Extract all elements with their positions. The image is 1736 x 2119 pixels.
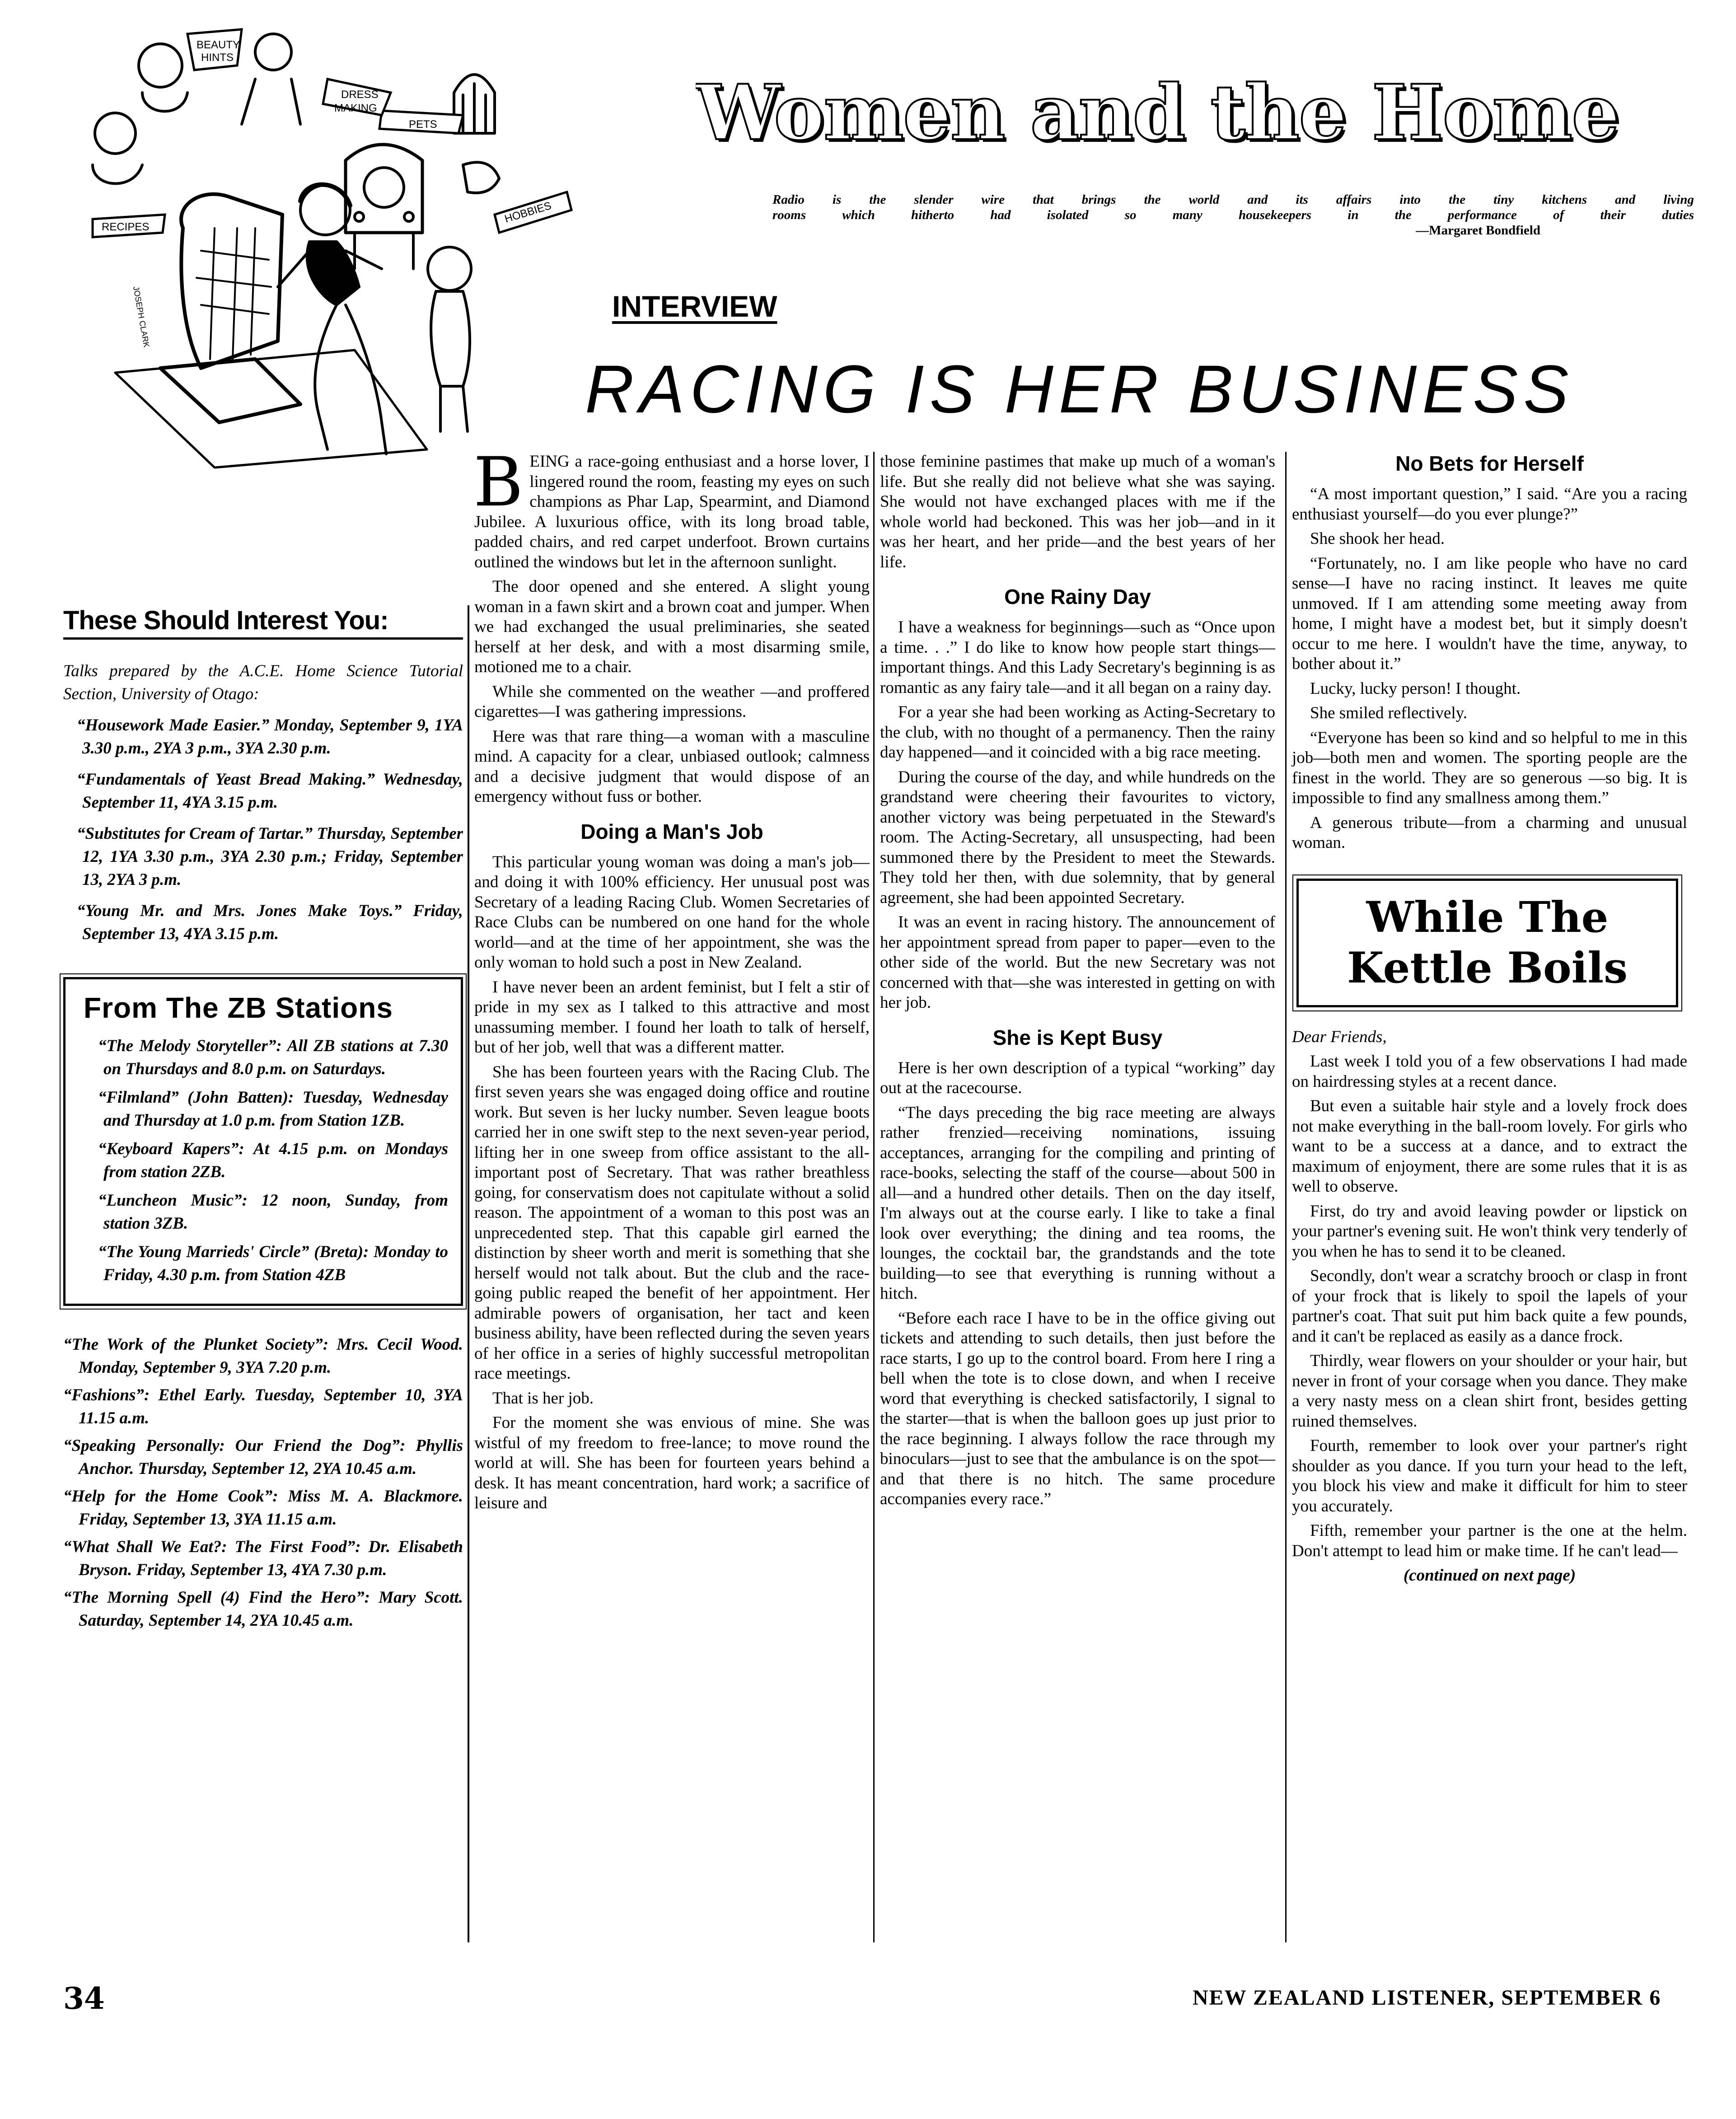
sidebar-intro: Talks prepared by the A.C.E. Home Science Tutorial Section, University of Otago: bbox=[63, 662, 463, 703]
section-title: Women and the Home bbox=[696, 68, 1619, 157]
quote-line-1: Radio is the slender wire that brings the world and its affairs into the tiny kitchens and living bbox=[772, 192, 1694, 207]
article-paragraph: those feminine pastimes that make up much of a woman's life. But she really did not believe what she was saying. She would not have exchanged places with me if the whole world had beckoned. This was her job—and in it was her heart, and her pride—and the best years of her life. bbox=[880, 452, 1275, 571]
zb-stations-box bbox=[63, 977, 463, 1306]
article-paragraph: For a year she had been working as Acting-Secretary to the club, with no thought of a permanency. Then the rainy day happened—and it coincided with a big race meeting. bbox=[880, 703, 1275, 762]
talk-listing: “Fashions”: Ethel Early. Tuesday, September 10, 3YA 11.15 a.m. bbox=[63, 1386, 463, 1427]
zb-heading: From The ZB Stations bbox=[84, 992, 393, 1024]
article-paragraph: During the course of the day, and while hundreds on the grandstand were cheering their favourites to victory, another victory was being perpetuated in the Steward's room. The Acting-Secretary, all unsuspecting, had been summoned there by the President to meet the Stewards. They told her then, with due solemnity, that by general agreement, she had been appointed Secretary. bbox=[880, 767, 1275, 907]
artist-signature: JOSEPH CLARK bbox=[131, 285, 151, 348]
sign-pets: PETS bbox=[409, 118, 437, 131]
sign-dress: DRESS bbox=[341, 89, 379, 101]
subheading: One Rainy Day bbox=[1004, 585, 1151, 608]
sign-hobbies: HOBBIES bbox=[503, 199, 553, 225]
article-paragraph: While she commented on the weather —and proffered cigarettes—I was gathering impressions. bbox=[474, 682, 870, 721]
talk-listing: “Young Mr. and Mrs. Jones Make Toys.” Friday, September 13, 4YA 3.15 p.m. bbox=[77, 902, 463, 943]
kettle-paragraph: Thirdly, wear flowers on your shoulder or your hair, but never in front of your corsage when you dance. They make a very nasty mess on a clean shirt front, besides getting ruined themselves. bbox=[1292, 1352, 1687, 1431]
kettle-title-line-2: Kettle Boils bbox=[1347, 943, 1628, 993]
subheading: Doing a Man's Job bbox=[580, 819, 763, 843]
talk-listing: “The Work of the Plunket Society”: Mrs. Cecil Wood. Monday, September 9, 3YA 7.20 p.m. bbox=[63, 1335, 463, 1377]
sign-hints: HINTS bbox=[201, 51, 234, 64]
kettle-salutation: Dear Friends, bbox=[1292, 1027, 1387, 1046]
sign-beauty: BEAUTY bbox=[197, 39, 240, 51]
header-illustration bbox=[66, 16, 603, 472]
zb-listing: “Filmland” (John Batten): Tuesday, Wednesday and Thursday at 1.0 p.m. from Station 1ZB. bbox=[98, 1088, 448, 1130]
page-number: 34 bbox=[63, 1981, 105, 2016]
article-paragraph: She shook her head. bbox=[1310, 529, 1445, 548]
talk-listing: “Substitutes for Cream of Tartar.” Thursday, September 12, 1YA 3.30 p.m., 3YA 2.30 p.m.; Friday, September 13, 2YA 3 p.m. bbox=[77, 824, 463, 889]
talk-listing: “Housework Made Easier.” Monday, September 9, 1YA 3.30 p.m., 2YA 3 p.m., 3YA 2.30 p.m. bbox=[77, 716, 463, 758]
sign-making: MAKING bbox=[334, 102, 377, 114]
article-paragraph: For the moment she was envious of mine. She was wistful of my freedom to free-lance; to move round the world at will. She has been for fourteen years behind a desk. It has meant concentration, hard work; a sacrifice of leisure and bbox=[474, 1413, 870, 1512]
article-paragraph: She smiled reflectively. bbox=[1310, 704, 1467, 722]
article-paragraph: I have never been an ardent feminist, but I felt a stir of pride in my sex as I talked to this attractive and most unassuming member. I found her loath to talk of herself, but of her job, well that was a different matter. bbox=[474, 978, 870, 1057]
talk-listing: “Help for the Home Cook”: Miss M. A. Blackmore. Friday, September 13, 3YA 11.15 a.m. bbox=[63, 1487, 463, 1529]
drop-cap: B bbox=[473, 443, 524, 522]
zb-listing: “Keyboard Kapers”: At 4.15 p.m. on Mondays from station 2ZB. bbox=[98, 1140, 448, 1181]
zb-listing: “Luncheon Music”: 12 noon, Sunday, from station 3ZB. bbox=[98, 1191, 448, 1233]
interview-label: INTERVIEW bbox=[612, 290, 777, 323]
article-paragraph: “The days preceding the big race meeting are always rather frenzied—receiving nominations, issuing acceptances, arranging for the compiling and printing of race-books, selecting the staff of the course—about 500 in all—and a hundred other details. Then on the day itself, I'm always out at the course early. I like to take a final look over everything; the dining and tea rooms, the lounges, the cocktail bar, the grandstands and the tote building—to see that everything is running without a hitch. bbox=[880, 1103, 1275, 1303]
article-paragraph: The door opened and she entered. A slight young woman in a fawn skirt and a brown coat and jumper. When we had exchanged the usual preliminaries, she seated herself at her desk, and with a most disarming smile, motioned me to a chair. bbox=[474, 577, 870, 676]
sidebar-column bbox=[63, 605, 463, 1637]
kettle-paragraph: Fourth, remember to look over your partner's right shoulder as you dance. If you turn your head to the left, you block his view and make it difficult for him to steer you accurately. bbox=[1292, 1436, 1687, 1516]
paragraph-text: EING a race-going enthusiast and a horse lover, I lingered round the room, feasting my eyes on such champions as Phar Lap, Spearmint, and Diamond Jubilee. A luxurious office, with its long broad table, padded chairs, and red carpet underfoot. Brown curtains outlined the windows but let in the afternoon sunlight. bbox=[474, 452, 870, 571]
zb-listing: “The Melody Storyteller”: All ZB stations at 7.30 on Thursdays and 8.0 p.m. on Saturdays. bbox=[98, 1037, 448, 1078]
article-column-1 bbox=[473, 443, 870, 1514]
talk-listing: “The Morning Spell (4) Find the Hero”: Mary Scott. Saturday, September 14, 2YA 10.45 a.m. bbox=[63, 1588, 463, 1630]
kettle-title-box bbox=[1296, 879, 1678, 1007]
continued-link[interactable]: (continued on next page) bbox=[1403, 1566, 1576, 1585]
masthead-quote bbox=[772, 192, 1694, 238]
kettle-paragraph: But even a suitable hair style and a lovely frock does not make everything in the ball-room lovely. For girls who want to be a success at a dance, and to extract the maximum of enjoyment, there are some rules that it is as well to observe. bbox=[1292, 1097, 1687, 1196]
article-paragraph: She has been fourteen years with the Racing Club. The first seven years she was engaged doing office and routine work. But seven is her lucky number. Seven league boots carried her in one swift step to the next seven-year period, lifting her in one sweep from office assistant to the all-important post of Secretary. That was rather breathless going, for conservatism does not capitulate without a solid reason. The appointment of a woman to this post was an unprecedented step. That this capable girl earned the distinction by sheer worth and merit is something that she herself would not talk about. But the club and the race-going public reaped the benefit of her appointment. Her admirable powers of organisation, her tact and keen business ability, have been reflected during the seven years of her office in a series of highly successful metropolitan race meetings. bbox=[474, 1062, 870, 1383]
kettle-paragraph: Secondly, don't wear a scratchy brooch or clasp in front of your frock that is likely to spoil the lapels of your partner's coat. That suit put him back quite a few pounds, and it can't be replaced as easily as a dance frock. bbox=[1292, 1267, 1687, 1346]
quote-line-2: rooms which hitherto had isolated so many housekeepers in the performance of their duties bbox=[772, 208, 1694, 222]
article-column-2 bbox=[880, 452, 1275, 1510]
article-paragraph bbox=[473, 443, 870, 572]
sign-recipes: RECIPES bbox=[102, 221, 150, 233]
zb-listing: “The Young Marrieds' Circle” (Breta): Monday to Friday, 4.30 p.m. from Station 4ZB bbox=[98, 1243, 448, 1284]
article-paragraph: Lucky, lucky person! I thought. bbox=[1310, 679, 1521, 698]
quote-author: —Margaret Bondfield bbox=[1416, 223, 1540, 238]
article-paragraph: “Before each race I have to be in the office giving out tickets and attending to such details, then just before the race starts, I go up to the control board. From here I ring a bell when the tote is to close down, and when I receive word that everything is checked satisfactorily, I signal to the starter—that is when the balloon goes up just prior to the race beginning. I always follow the race through my binoculars—just to see that the ambulance is on the spot—and that there is no hitch. The same procedure accompanies every race.” bbox=[880, 1309, 1275, 1508]
sidebar-heading: These Should Interest You: bbox=[63, 605, 463, 640]
column-divider bbox=[873, 452, 875, 1942]
kettle-paragraph: Last week I told you of a few observations I had made on hairdressing styles at a recent dance. bbox=[1292, 1052, 1687, 1091]
subheading: She is Kept Busy bbox=[992, 1025, 1163, 1049]
kettle-paragraph: Fifth, remember your partner is the one at the helm. Don't attempt to lead him or make time. If he can't lead— bbox=[1292, 1521, 1687, 1560]
article-paragraph: I have a weakness for beginnings—such as “Once upon a time. . .” I do like to know how people start things—important things. And this Lady Secretary's beginning is as romantic as any fairy tale—and it all began on a rainy day. bbox=[880, 618, 1275, 697]
article-paragraph: It was an event in racing history. The announcement of her appointment spread from paper to paper—even to the other side of the world. But the new Secretary was not concerned with that—she was interested in getting on with her job. bbox=[880, 913, 1275, 1012]
article-paragraph: That is her job. bbox=[492, 1389, 594, 1408]
publication-footer: NEW ZEALAND LISTENER, SEPTEMBER 6 bbox=[1193, 1986, 1661, 2010]
talk-listing: “Speaking Personally: Our Friend the Dog”: Phyllis Anchor. Thursday, September 12, 2YA 10.45 a.m. bbox=[63, 1436, 463, 1478]
talk-listing: “What Shall We Eat?: The First Food”: Dr. Elisabeth Bryson. Friday, September 13, 4YA 7.30 p.m. bbox=[63, 1538, 463, 1579]
kettle-paragraph: First, do try and avoid leaving powder or lipstick on your partner's evening suit. He won't think very tenderly of you when he has to send it to be cleaned. bbox=[1292, 1202, 1687, 1261]
kettle-title-line-1: While The bbox=[1366, 893, 1609, 942]
column-divider bbox=[1285, 452, 1287, 1942]
article-paragraph: Here was that rare thing—a woman with a masculine mind. A capacity for a clear, unbiased outlook; calmness and a decisive judgment that would dispose of an emergency without fuss or bother. bbox=[474, 727, 870, 806]
article-paragraph: A generous tribute—from a charming and unusual woman. bbox=[1292, 813, 1687, 852]
article-paragraph: Here is her own description of a typical “working” day out at the racecourse. bbox=[880, 1058, 1275, 1097]
subheading: No Bets for Herself bbox=[1395, 452, 1584, 475]
article-column-3 bbox=[1292, 452, 1687, 1586]
talk-listing: “Fundamentals of Yeast Bread Making.” Wednesday, September 11, 4YA 3.15 p.m. bbox=[77, 770, 463, 812]
article-paragraph: “Fortunately, no. I am like people who have no card sense—I have no racing instinct. It leaves me quite unmoved. If I am attending some meeting away from home, I might have a modest bet, but it simply doesn't occur to me here. I wouldn't have the time, anyway, to bother about it.” bbox=[1292, 554, 1687, 673]
article-paragraph: “A most important question,” I said. “Are you a racing enthusiast yourself—do you ever plunge?” bbox=[1292, 485, 1687, 524]
article-headline: RACING IS HER BUSINESS bbox=[585, 351, 1574, 427]
column-divider bbox=[468, 605, 469, 1942]
article-paragraph: “Everyone has been so kind and so helpful to me in this job—both men and women. The sporting people are the finest in the world. They are so generous —so big. It is impossible to find any smallness among them.” bbox=[1292, 728, 1687, 807]
article-paragraph: This particular young woman was doing a man's job—and doing it with 100% efficiency. Her unusual post was Secretary of a leading Racing Club. Women Secretaries of Race Clubs can be numbered on one hand for the whole world—and at the time of her appointment, she was the only woman to hold such a post in New Zealand. bbox=[474, 852, 870, 972]
